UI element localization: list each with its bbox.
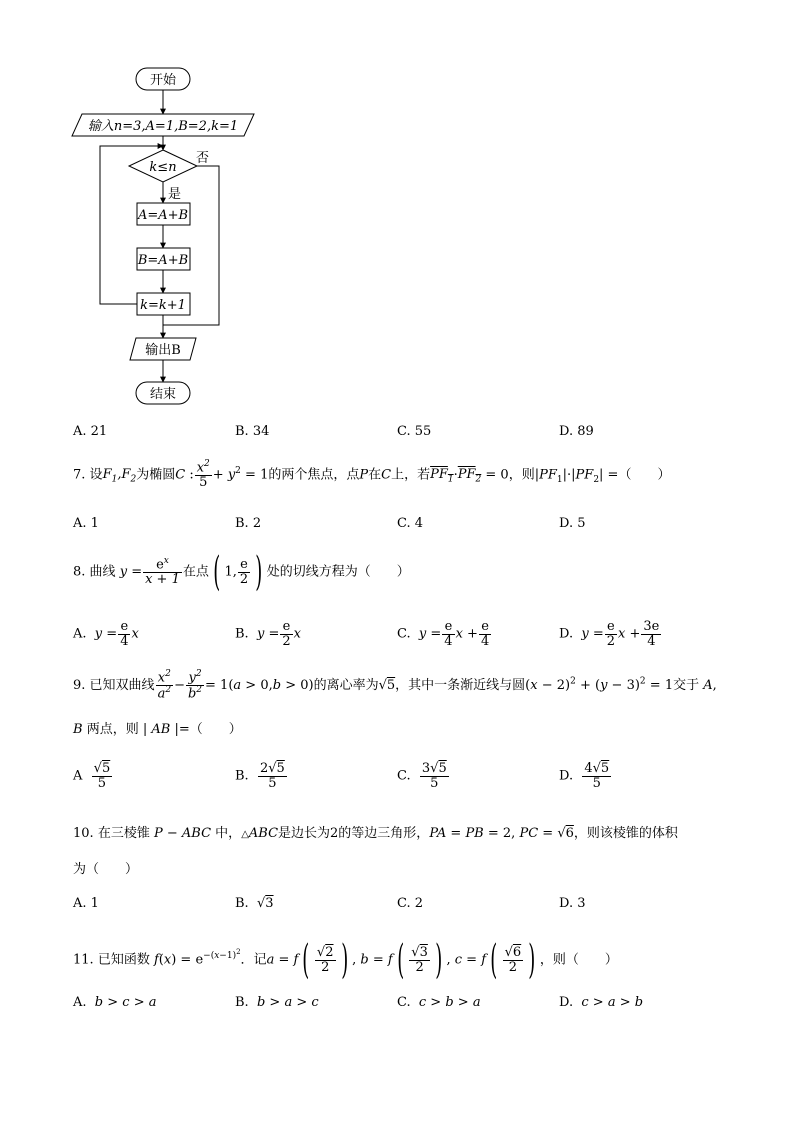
question-10-line-2: 为（ ） [73, 862, 139, 877]
q6-option-d[interactable]: D. 89 [559, 424, 594, 439]
question-9-line-2: B 两点，则 | AB |=（ ） [73, 722, 242, 737]
q8-text: 曲线 [89, 564, 116, 580]
q9-text: 已知双曲线 [89, 677, 155, 693]
q8-option-label: D. [559, 626, 574, 642]
question-7: 7. 设$F_1,F_2$为椭圆C : $\frac{x^2}{5}$ + $y^2 = 1$的两个焦点，点P在C上，若$PF_1\cdot PF_2 = 0$，则$|PF_1|\cdot|PF_2|$ =（ ） [73, 459, 671, 490]
q10-option-label: B. [235, 896, 249, 911]
q11-option-label: B. [235, 995, 249, 1010]
q8-text: 处的切线方程为（ ） [266, 564, 410, 580]
q9-option-c[interactable]: C. $\frac{3√5}{5}$ [397, 761, 447, 791]
flowchart [0, 0, 300, 420]
q7-text: （ ） [618, 467, 671, 483]
q7-text: 的两个焦点，点 [268, 467, 360, 483]
step2-label: B=A+B [137, 253, 189, 268]
q11-option-label: C. [397, 995, 411, 1010]
q7-text: 设 [89, 467, 103, 483]
q8-option-label: B. [235, 626, 249, 642]
q8-option-d[interactable]: D. y = $\frac{e}{2}$ x + $\frac{3e}{4}$ [559, 619, 660, 649]
question-11: 11. 已知函数 $f(x) = e^{-(x-1)^2}$．记a = f ( $\frac{√2}{2}$ ) , b = f ( $\frac{√3}{2}$ ) , c = f ( $\frac{√6}{2}$ ) ，则（ ） [73, 937, 618, 983]
q10-text: 在三棱锥 [97, 826, 150, 841]
q8-number: 8. [73, 564, 86, 580]
q10-text: 是边长为2的等边三角形， [278, 826, 430, 841]
q9-option-label: C. [397, 768, 411, 784]
q9-option-a[interactable]: A $\frac{√5}{5}$ [73, 761, 111, 791]
q11-text: 已知函数 [97, 952, 150, 968]
q8-option-label: C. [397, 626, 411, 642]
q8-option-a[interactable]: A. y = $\frac{e}{4}$ x [73, 619, 139, 649]
q7-option-b[interactable]: B. 2 [235, 516, 262, 531]
q9-option-label: D. [559, 768, 574, 784]
q11-option-d[interactable]: D. c > a > b [559, 995, 644, 1010]
q7-number: 7. [73, 467, 86, 483]
q9-option-d[interactable]: D. $\frac{4√5}{5}$ [559, 761, 610, 791]
q11-text: ，则（ ） [539, 952, 618, 968]
question-8: 8. 曲线 y = $\frac{e^x}{x + 1}$ 在点 ( 1, $\frac{e}{2}$ ) 处的切线方程为（ ） [73, 549, 410, 595]
end-label: 结束 [149, 387, 177, 402]
q6-option-a[interactable]: A. 21 [73, 424, 108, 439]
q9-option-label: B. [235, 768, 249, 784]
q10-text: ，则该棱锥的体积 [573, 826, 678, 841]
yes-label: 是 [168, 187, 182, 202]
q8-option-b[interactable]: B. y = $\frac{e}{2}$ x [235, 619, 301, 649]
q11-option-label: D. [559, 995, 574, 1010]
q9-text: 交于 [673, 677, 700, 693]
input-label: 输入n=3,A=1,B=2,k=1 [87, 119, 239, 134]
q11-option-a[interactable]: A. b > c > a [73, 995, 157, 1010]
output-label: 输出B [145, 343, 181, 358]
q11-number: 11. [73, 952, 94, 968]
q7-text: 上，若 [391, 467, 431, 483]
q9-text: （ ） [189, 722, 242, 737]
no-label: 否 [196, 151, 210, 166]
q10-option-d[interactable]: D. 3 [559, 896, 586, 911]
q10-option-a[interactable]: A. 1 [73, 896, 99, 911]
q11-option-label: A. [73, 995, 87, 1010]
q7-text: 为椭圆 [136, 467, 176, 483]
condition-label: k≤n [149, 160, 177, 175]
q7-option-a[interactable]: A. 1 [73, 516, 99, 531]
q8-option-label: A. [73, 626, 87, 642]
q9-text: ，其中一条渐近线与圆 [395, 677, 526, 693]
q10-text: 中， [215, 826, 242, 841]
q7-text: 在 [368, 467, 382, 483]
q10-option-b[interactable]: B. √3 [235, 896, 274, 911]
q9-option-b[interactable]: B. $\frac{2√5}{5}$ [235, 761, 285, 791]
q11-option-c[interactable]: C. c > b > a [397, 995, 481, 1010]
question-9: 9. 已知双曲线 $\frac{x^2}{a^2}$ − $\frac{y^2}{b^2}$ = 1(a > 0,b > 0)的离心率为√5，其中一条渐近线与圆$(x - 2)^2 + (y - 3)^2 = 1$交于 A, [73, 669, 717, 702]
q6-option-b[interactable]: B. 34 [235, 424, 270, 439]
q11-text: ．记 [240, 952, 267, 968]
q9-number: 9. [73, 677, 86, 693]
q7-option-c[interactable]: C. 4 [397, 516, 424, 531]
q8-option-c[interactable]: C. y = $\frac{e}{4}$ x + $\frac{e}{4}$ [397, 619, 490, 649]
q9-text: 的离心率为 [313, 677, 379, 693]
q10-number: 10. [73, 826, 94, 841]
q9-text: 两点，则 [86, 722, 139, 737]
question-10: 10. 在三棱锥 P − ABC 中，△ABC是边长为2的等边三角形，PA = PB = 2, PC = √6，则该棱锥的体积 [73, 826, 678, 841]
q9-option-label: A [73, 768, 83, 784]
step1-label: A=A+B [137, 208, 189, 223]
q7-option-d[interactable]: D. 5 [559, 516, 586, 531]
q8-text: 在点 [182, 564, 209, 580]
start-label: 开始 [149, 73, 177, 88]
step3-label: k=k+1 [140, 298, 186, 313]
q11-option-b[interactable]: B. b > a > c [235, 995, 319, 1010]
q10-option-c[interactable]: C. 2 [397, 896, 424, 911]
q7-text: ，则 [508, 467, 535, 483]
q6-option-c[interactable]: C. 55 [397, 424, 432, 439]
